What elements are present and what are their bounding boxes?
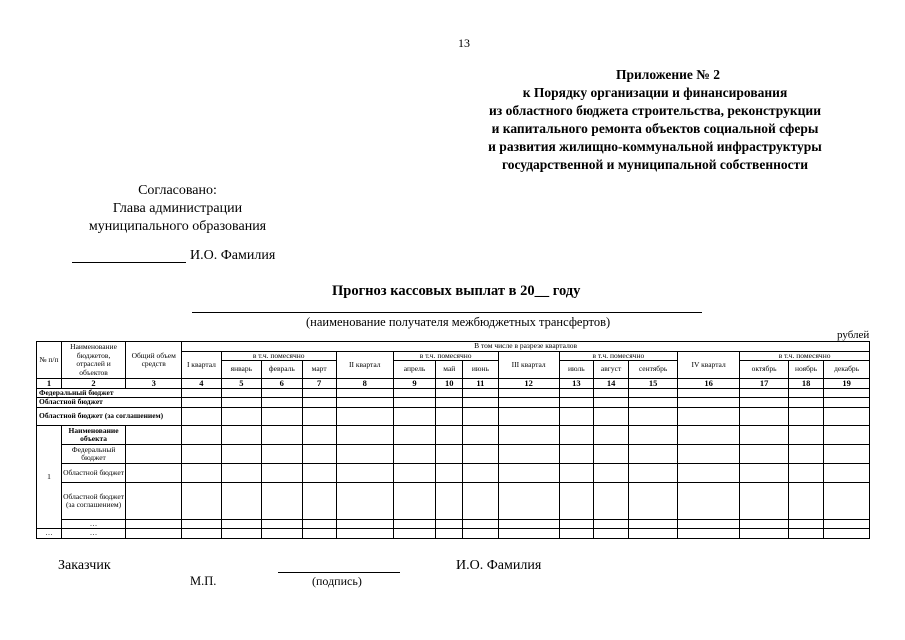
approval-line: Согласовано: [138,183,217,198]
table-row [37,445,870,464]
appendix-line: и развития жилищно-коммунальной инфраструктуры [488,139,822,154]
header-month: ноябрь [788,361,823,379]
cell [498,519,559,529]
column-number: 13 [559,379,593,389]
cell [629,445,678,464]
cell [740,529,789,539]
cell [126,464,182,483]
approval-signature-line [72,262,186,263]
row-label-regional: Областной бюджет [37,398,182,408]
cell [677,398,739,408]
cell [498,529,559,539]
column-number: 16 [677,379,739,389]
signature-label: (подпись) [312,574,362,588]
column-number: 14 [593,379,628,389]
cell [593,483,628,519]
cell [824,426,870,445]
cell [498,464,559,483]
ellipsis-cell: … [61,529,125,539]
cell [824,519,870,529]
cell [593,407,628,425]
cell [677,464,739,483]
header-q2: II квартал [336,351,393,379]
table-row [37,519,870,529]
cell [498,483,559,519]
cell [436,483,463,519]
cell [463,445,498,464]
column-number: 8 [336,379,393,389]
cell [677,519,739,529]
cell [593,388,628,398]
ellipsis-cell: … [61,519,125,529]
cell [498,388,559,398]
cell [262,407,302,425]
table-row [37,426,870,445]
cell [221,529,261,539]
cell [463,388,498,398]
row-label-federal: Федеральный бюджет [37,388,182,398]
column-number: 6 [262,379,302,389]
cell [559,519,593,529]
cell [221,483,261,519]
row-label-regional-agreement: Областной бюджет (за соглашением) [37,407,182,425]
cell [436,388,463,398]
table-row [37,398,870,408]
header-month: февраль [262,361,302,379]
header-monthly: в т.ч. помесячно [221,351,336,361]
column-number: 9 [393,379,436,389]
cell [336,426,393,445]
header-num: № п/п [37,342,62,379]
cell [262,388,302,398]
cell [336,407,393,425]
column-number: 17 [740,379,789,389]
cell [336,464,393,483]
cell [824,445,870,464]
cell [629,464,678,483]
cell [593,445,628,464]
header-q3: III квартал [498,351,559,379]
column-number: 10 [436,379,463,389]
cell [436,464,463,483]
ellipsis-cell: … [37,529,62,539]
cell [182,464,221,483]
column-number: 19 [824,379,870,389]
cell [393,483,436,519]
cell [302,445,336,464]
table-row [37,529,870,539]
column-number: 2 [61,379,125,389]
cell [393,464,436,483]
cell [498,445,559,464]
cell [788,426,823,445]
cell [463,529,498,539]
header-month: апрель [393,361,436,379]
cell [126,519,182,529]
cell [336,519,393,529]
cell [436,426,463,445]
cell [436,407,463,425]
cell [629,398,678,408]
cell [393,519,436,529]
cell [262,529,302,539]
column-number: 11 [463,379,498,389]
header-month: июнь [463,361,498,379]
cell [740,426,789,445]
column-number: 7 [302,379,336,389]
cell [393,398,436,408]
cell [221,445,261,464]
cell [788,529,823,539]
cell [262,519,302,529]
cell [824,407,870,425]
cell [498,426,559,445]
column-number: 18 [788,379,823,389]
cell [677,445,739,464]
page-number: 13 [458,36,470,50]
object-name: Наименование объекта [61,426,125,445]
cell [436,445,463,464]
recipient-label: (наименование получателя межбюджетных трансфертов) [306,315,611,329]
cell [221,519,261,529]
cell [824,483,870,519]
cell [740,519,789,529]
cell [336,529,393,539]
cell [559,445,593,464]
column-number: 12 [498,379,559,389]
approval-signature-name: И.О. Фамилия [190,248,276,263]
cell [677,483,739,519]
cell [393,445,436,464]
cell [463,483,498,519]
cell [593,426,628,445]
cell [302,519,336,529]
cell [788,483,823,519]
cell [788,388,823,398]
header-month: август [593,361,628,379]
cell [262,398,302,408]
header-month: сентябрь [629,361,678,379]
table-row [37,388,870,398]
sub-regional-agreement: Областной бюджет (за соглашением) [61,483,125,519]
cell [302,483,336,519]
cell [559,398,593,408]
approval-block [70,182,285,236]
cell [336,398,393,408]
appendix-line: Приложение № 2 [616,67,720,82]
cell [182,445,221,464]
cell [677,388,739,398]
cell [740,464,789,483]
column-number: 4 [182,379,221,389]
cell [182,483,221,519]
cell [302,529,336,539]
cell [182,426,221,445]
header-month: декабрь [824,361,870,379]
cell [788,398,823,408]
cell [559,388,593,398]
cell [629,483,678,519]
customer-name: И.О. Фамилия [456,558,542,573]
cell [262,483,302,519]
cell [788,407,823,425]
header-month: январь [221,361,261,379]
cell [436,519,463,529]
cell [593,464,628,483]
form-title: Прогноз кассовых выплат в 20__ году [332,283,581,299]
item-number: 1 [37,426,62,529]
cell [740,445,789,464]
cell [740,398,789,408]
header-quarters: В том числе в разрезе кварталов [182,342,870,352]
appendix-header [440,66,870,174]
cell [182,407,221,425]
sub-regional: Областной бюджет [61,464,125,483]
header-month: май [436,361,463,379]
cell [677,407,739,425]
cell [824,464,870,483]
cell [677,529,739,539]
recipient-line [192,312,702,313]
cell [559,426,593,445]
cell [559,483,593,519]
cell [677,426,739,445]
cell [302,398,336,408]
cell [463,398,498,408]
cell [788,445,823,464]
header-q1: I квартал [182,351,221,379]
approval-line: муниципального образования [88,219,267,234]
cell [740,388,789,398]
stamp-label: М.П. [190,574,217,588]
header-monthly: в т.ч. помесячно [740,351,870,361]
cell [302,464,336,483]
cell [498,398,559,408]
signature-line [278,572,400,573]
cell [182,519,221,529]
cash-forecast-table [36,341,870,539]
cell [629,529,678,539]
appendix-line: из областного бюджета строительства, реконструкции [489,103,821,118]
cell [393,388,436,398]
header-month: июль [559,361,593,379]
cell [559,529,593,539]
cell [221,407,261,425]
cell [393,426,436,445]
cell [182,529,221,539]
cell [182,398,221,408]
cell [262,464,302,483]
cell [302,388,336,398]
customer-label: Заказчик [58,558,111,573]
header-monthly: в т.ч. помесячно [393,351,498,361]
cell [593,398,628,408]
cell [629,426,678,445]
cell [593,519,628,529]
cell [740,407,789,425]
column-number: 5 [221,379,261,389]
header-total: Общий объем средств [126,342,182,379]
cell [302,407,336,425]
cell [182,388,221,398]
cell [336,445,393,464]
cell [393,529,436,539]
approval-line: Глава администрации [112,201,243,216]
cell [126,483,182,519]
header-month: март [302,361,336,379]
appendix-line: и капитального ремонта объектов социальной сферы [491,121,819,136]
appendix-line: государственной и муниципальной собственности [501,157,809,172]
header-name: Наименование бюджетов, отраслей и объектов [61,342,125,379]
cell [262,426,302,445]
cell [393,407,436,425]
sub-federal: Федеральный бюджет [61,445,125,464]
cell [824,398,870,408]
cell [629,407,678,425]
cell [302,426,336,445]
cell [824,388,870,398]
cell [126,529,182,539]
cell [463,519,498,529]
cell [221,426,261,445]
cell [336,483,393,519]
cell [126,426,182,445]
cell [559,464,593,483]
column-number: 1 [37,379,62,389]
appendix-line: к Порядку организации и финансирования [522,85,788,100]
cell [629,388,678,398]
cell [463,426,498,445]
cell [221,388,261,398]
cell [221,398,261,408]
cell [629,519,678,529]
cell [436,398,463,408]
cell [498,407,559,425]
cell [221,464,261,483]
cell [262,445,302,464]
column-number: 3 [126,379,182,389]
header-monthly: в т.ч. помесячно [559,351,677,361]
cell [593,529,628,539]
header-month: октябрь [740,361,789,379]
cell [126,445,182,464]
column-number: 15 [629,379,678,389]
table-row [37,483,870,519]
cell [463,464,498,483]
table-row [37,407,870,425]
cell [740,483,789,519]
cell [436,529,463,539]
currency-unit: рублей [837,329,870,341]
cell [788,519,823,529]
table-row [37,464,870,483]
cell [788,464,823,483]
cell [824,529,870,539]
header-q4: IV квартал [677,351,739,379]
cell [559,407,593,425]
cell [336,388,393,398]
cell [463,407,498,425]
